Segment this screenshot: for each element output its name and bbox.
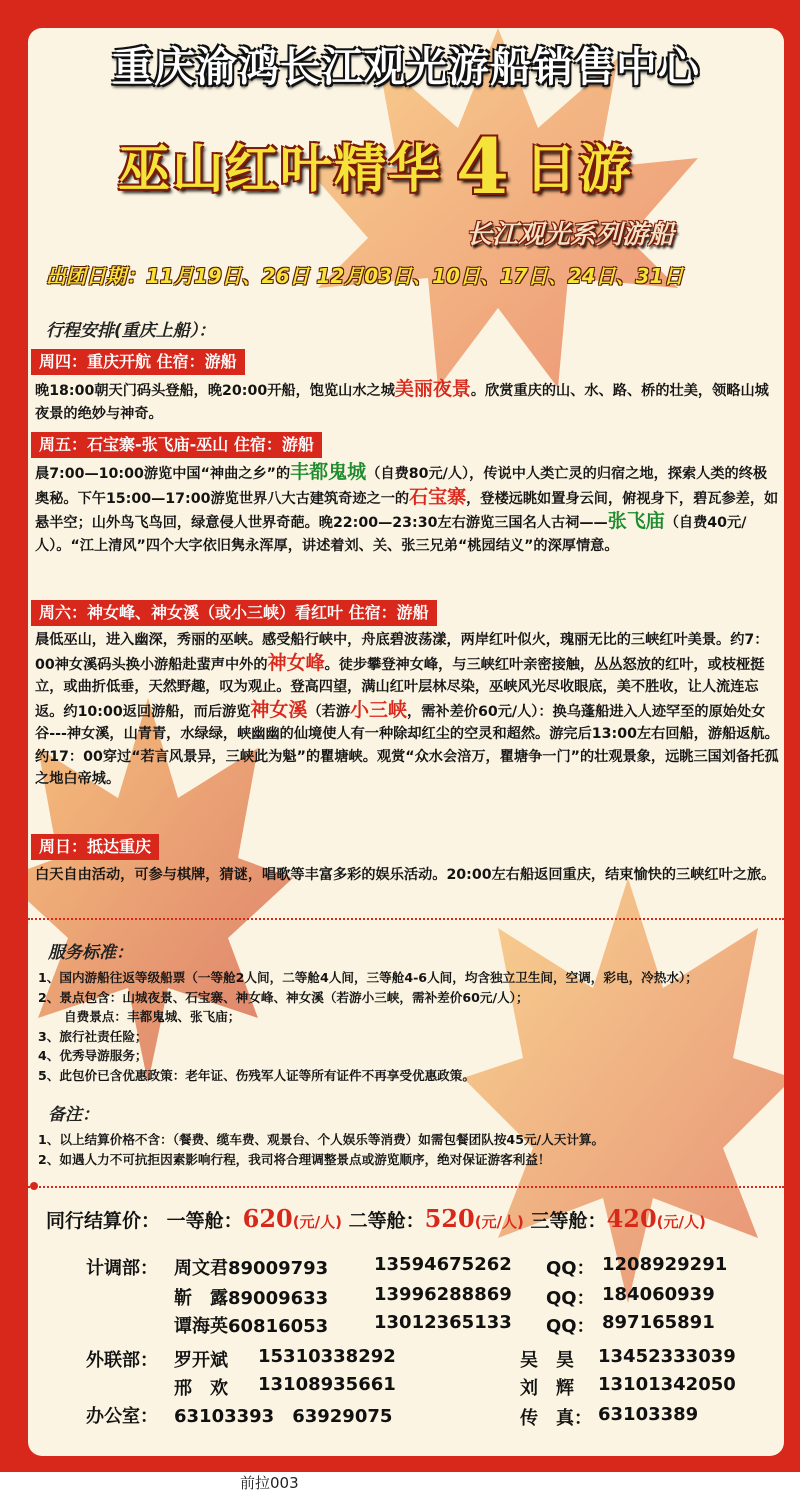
service-item: 4、优秀导游服务； bbox=[38, 1048, 148, 1063]
departure-dates: 出团日期：11月19日、26日 12月03日、10日、17日、24日、31日 bbox=[46, 264, 684, 288]
notes-list bbox=[38, 1130, 782, 1169]
contact-qq: 184060939 bbox=[602, 1284, 715, 1305]
day2-text-c: ，登楼远眺如置身云间，俯视身下，碧瓦参差，如悬半空；山外鸟飞鸟回，绿意侵人世界奇葩。晚22:00—23:30左右游览三国名人古祠—— bbox=[35, 490, 779, 531]
day-text-saturday bbox=[35, 629, 779, 791]
price-unit: (元/人) bbox=[656, 1213, 706, 1231]
service-list bbox=[38, 968, 782, 1085]
day-bar-friday: 周五：石宝寨-张飞庙-巫山 住宿：游船 bbox=[31, 432, 322, 458]
day3-text-a: 晨低巫山，进入幽深，秀丽的巫峡。感受船行峡中，舟底碧波荡漾，两岸红叶似火，瑰丽无比的三峡红叶美景。约7：00神女溪码头换小游船赴蜚声中外的 bbox=[35, 632, 769, 673]
notes-title: 备注： bbox=[48, 1105, 99, 1125]
contact-mobile: 13012365133 bbox=[374, 1312, 512, 1333]
highlight-fengdu: 丰都鬼城 bbox=[290, 461, 367, 483]
itinerary-title: 行程安排(重庆上船）： bbox=[46, 321, 216, 341]
service-item: 5、此包价已含优惠政策：老年证、伤残军人证等所有证件不再享受优惠政策。 bbox=[38, 1067, 475, 1083]
note-item: 2、如遇人力不可抗拒因素影响行程，我司将合理调整景点或游览顺序，绝对保证游客利益！ bbox=[38, 1151, 551, 1167]
qq-label: QQ： bbox=[546, 1258, 595, 1279]
footer-code: 前拉003 bbox=[240, 1474, 299, 1492]
day-text-thursday bbox=[35, 378, 779, 425]
contact-name: 吴 昊 bbox=[520, 1350, 574, 1371]
series-subtitle: 长江观光系列游船 bbox=[466, 220, 675, 250]
contact-phone: 15310338292 bbox=[258, 1346, 396, 1367]
tour-days: 4 bbox=[456, 122, 511, 211]
contact-phone: 13452333039 bbox=[598, 1346, 736, 1367]
contact-qq: 897165891 bbox=[602, 1312, 715, 1333]
tour-title-pre: 巫山红叶精华 bbox=[118, 140, 443, 200]
contact-name: 邢 欢 bbox=[174, 1378, 228, 1399]
first-class-price: 620 bbox=[242, 1204, 293, 1233]
day3-text-c: （若游 bbox=[307, 703, 351, 720]
highlight-zhangfei-temple: 张飞庙 bbox=[607, 510, 665, 532]
contact-name: 谭海英60816053 bbox=[174, 1316, 329, 1337]
fax-number: 63103389 bbox=[598, 1404, 699, 1425]
day-bar-saturday: 周六：神女峰、神女溪（或小三峡）看红叶 住宿：游船 bbox=[31, 600, 437, 626]
service-item: 3、旅行社责任险； bbox=[38, 1028, 148, 1044]
dispatch-label: 计调部： bbox=[86, 1258, 158, 1279]
contact-name: 靳 露89009633 bbox=[174, 1288, 329, 1309]
contact-name: 周文君89009793 bbox=[174, 1258, 329, 1279]
company-title: 重庆渝鸿长江观光游船销售中心 bbox=[112, 43, 700, 91]
day1-text-b: 。欣赏重庆的山、水、路、桥的壮美，领略山城夜景的绝妙与神奇。 bbox=[35, 383, 769, 422]
highlight-shibaozhai: 石宝寨 bbox=[409, 485, 467, 508]
price-unit: (元/人) bbox=[292, 1213, 342, 1231]
contact-qq: 1208929291 bbox=[602, 1254, 728, 1275]
maple-leaf-right-decoration bbox=[458, 868, 784, 1308]
day3-text-d: ，需补差价60元/人）：换乌蓬船进入人迹罕至的原始处女谷---神女溪，山青青，水绿绿，峡幽幽的仙境使人有一种除却红尘的空灵和超然。游完后13:00左右回船，游船返航。约17：00穿过“若言风景异，三峡此为魁”的瞿塘峡。观赏“众水会涪万，瞿塘争一门”的壮观景象，远眺三国刘备托孤之地白帝城。 bbox=[35, 703, 779, 787]
day3-text-b: 。徒步攀登神女峰，与三峡红叶亲密接触，丛丛怒放的红叶，或枝桠挺立，或曲折低垂，天然野趣，叹为观止。登高四望，满山红叶层林尽染，巫峡风光尽收眼底，美不胜收，让人流连忘返。约10:00返回游船，而后游览 bbox=[35, 656, 765, 720]
third-class-price: 420 bbox=[606, 1204, 657, 1233]
qq-label: QQ： bbox=[546, 1316, 595, 1337]
note-item: 1、以上结算价格不含：（餐费、缆车费、观景台、个人娱乐等消费）如需包餐团队按45元/人天计算。 bbox=[38, 1132, 605, 1147]
fax-label: 传 真： bbox=[520, 1408, 592, 1429]
day-bar-thursday: 周四：重庆开航 住宿：游船 bbox=[31, 349, 245, 375]
poster-panel bbox=[28, 28, 784, 1456]
service-item: 1、国内游船往返等级船票（一等舱2人间，二等舱4人间，三等舱4-6人间，均含独立卫生间，空调，彩电，冷热水）； bbox=[38, 970, 698, 985]
divider-dot bbox=[30, 1182, 38, 1190]
day2-text-d: （自费40元/人）。“江上清风”四个大字依旧隽永浑厚，讲述着刘、关、张三兄弟“桃园结义”的深厚情意。 bbox=[35, 515, 747, 554]
office-label: 办公室： bbox=[86, 1406, 158, 1427]
external-label: 外联部： bbox=[86, 1350, 158, 1371]
price-label: 同行结算价： bbox=[46, 1210, 161, 1232]
day1-text-a: 晚18:00朝天门码头登船，晚20:00开船，饱览山水之城 bbox=[35, 383, 395, 399]
second-class-price: 520 bbox=[424, 1204, 475, 1233]
price-row bbox=[46, 1204, 706, 1233]
day2-text-b: （自费80元/人），传说中人类亡灵的归宿之地，探索人类的终极奥秘。下午15:00—17:00游览世界八大古建筑奇迹之一的 bbox=[35, 466, 768, 507]
highlight-goddess-stream: 神女溪 bbox=[250, 698, 308, 721]
contact-mobile: 13996288869 bbox=[374, 1284, 512, 1305]
tour-title-post: 日游 bbox=[524, 140, 633, 200]
contact-name: 罗开斌 bbox=[174, 1350, 228, 1371]
tour-title bbox=[118, 122, 633, 211]
divider-bottom bbox=[28, 1186, 784, 1188]
first-class-label: 一等舱： bbox=[166, 1210, 243, 1232]
third-class-label: 三等舱： bbox=[530, 1210, 607, 1232]
service-item: 自费景点：丰都鬼城、张飞庙； bbox=[64, 1009, 241, 1024]
divider-top bbox=[28, 918, 784, 920]
highlight-night-view: 美丽夜景 bbox=[394, 378, 471, 400]
qq-label: QQ： bbox=[546, 1288, 595, 1309]
day-text-friday bbox=[35, 461, 779, 557]
service-title: 服务标准： bbox=[48, 943, 133, 963]
day2-text-a: 晨7:00—10:00游览中国“神曲之乡”的 bbox=[35, 466, 291, 482]
day-bar-sunday: 周日：抵达重庆 bbox=[31, 834, 159, 860]
contact-phone: 13108935661 bbox=[258, 1374, 396, 1395]
office-phones: 63103393 63929075 bbox=[174, 1406, 393, 1427]
highlight-small-three-gorges: 小三峡 bbox=[350, 698, 408, 721]
contact-phone: 13101342050 bbox=[598, 1374, 736, 1395]
price-unit: (元/人) bbox=[474, 1213, 524, 1231]
contact-mobile: 13594675262 bbox=[374, 1254, 512, 1275]
day-text-sunday: 白天自由活动，可参与棋牌，猜谜，唱歌等丰富多彩的娱乐活动。20:00左右船返回重庆，结束愉快的三峡红叶之旅。 bbox=[35, 867, 776, 883]
service-item: 2、景点包含：山城夜景、石宝寨、神女峰、神女溪（若游小三峡，需补差价60元/人）； bbox=[38, 989, 529, 1005]
contact-name: 刘 辉 bbox=[520, 1378, 574, 1399]
second-class-label: 二等舱： bbox=[348, 1210, 425, 1232]
highlight-goddess-peak: 神女峰 bbox=[267, 651, 325, 674]
